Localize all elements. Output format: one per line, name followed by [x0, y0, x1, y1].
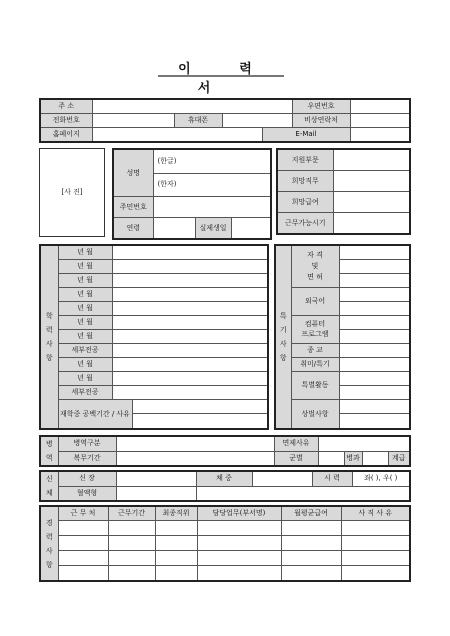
vision-label: 시 력 — [312, 471, 352, 486]
height-field[interactable] — [116, 471, 196, 486]
edu-year-month: 년 월 — [58, 316, 112, 330]
resident-no-label: 주민번호 — [113, 197, 153, 218]
military-branch-label: 군별 — [274, 451, 318, 466]
edu-major-field[interactable] — [112, 386, 268, 400]
edu-year-month: 년 월 — [58, 274, 112, 288]
edu-entry[interactable] — [112, 260, 268, 274]
desired-salary-label: 희망급여 — [277, 192, 333, 213]
emergency-field[interactable] — [350, 114, 410, 128]
military-type-field[interactable] — [116, 436, 274, 451]
name-label: 성명 — [113, 149, 153, 197]
edu-entry[interactable] — [112, 245, 268, 260]
career-table — [39, 505, 411, 582]
edu-entry[interactable] — [112, 316, 268, 330]
name-hanja-field[interactable]: (한자) — [153, 173, 271, 197]
career-cell[interactable] — [58, 521, 108, 536]
education-table — [39, 244, 269, 430]
computer-field[interactable] — [339, 316, 410, 330]
career-cell[interactable] — [155, 521, 197, 536]
career-cell[interactable] — [281, 521, 341, 536]
edu-year-month: 년 월 — [58, 358, 112, 372]
body-table — [39, 470, 411, 502]
special-header: 특 기 사 항 — [275, 245, 291, 429]
career-cell[interactable] — [58, 566, 108, 582]
contact-table — [39, 98, 411, 143]
edu-entry[interactable] — [112, 330, 268, 344]
age-field[interactable] — [153, 218, 195, 240]
postal-code-label: 우편번호 — [292, 99, 350, 114]
military-table — [39, 435, 411, 467]
age-label: 연령 — [113, 218, 153, 240]
edu-major-label: 세부전공 — [58, 386, 112, 400]
weight-label: 체 중 — [196, 471, 252, 486]
activity-field[interactable] — [339, 386, 410, 400]
edu-major-field[interactable] — [112, 344, 268, 358]
edu-year-month: 년 월 — [58, 302, 112, 316]
name-korean-field[interactable]: (한글) — [153, 149, 271, 173]
career-cell[interactable] — [58, 536, 108, 551]
career-cell[interactable] — [281, 536, 341, 551]
edu-entry[interactable] — [112, 372, 268, 386]
career-cell[interactable] — [58, 551, 108, 566]
apply-dept-field[interactable] — [333, 149, 410, 171]
mobile-field[interactable] — [222, 114, 292, 128]
desired-job-field[interactable] — [333, 171, 410, 192]
military-rank-field[interactable] — [362, 451, 388, 466]
career-cell[interactable] — [281, 551, 341, 566]
apply-dept-label: 지원부문 — [277, 149, 333, 171]
special-table — [274, 244, 411, 430]
edu-year-month: 년 월 — [58, 372, 112, 386]
career-cell[interactable] — [108, 566, 155, 582]
career-col-salary: 월평균급여 — [281, 506, 341, 521]
address-field[interactable] — [92, 99, 292, 114]
career-cell[interactable] — [197, 521, 281, 536]
military-exempt-label: 면제사유 — [274, 436, 318, 451]
career-col-period: 근무기간 — [108, 506, 155, 521]
profile-table — [112, 148, 272, 240]
career-row — [40, 551, 410, 566]
blood-label: 혈액형 — [58, 486, 116, 501]
license-field[interactable] — [339, 260, 410, 274]
height-label: 신 장 — [58, 471, 116, 486]
career-cell[interactable] — [197, 566, 281, 582]
language-field[interactable] — [339, 302, 410, 316]
license-label: 자 격 및 면 허 — [291, 245, 339, 288]
email-label: E-Mail — [262, 128, 350, 143]
career-cell[interactable] — [108, 536, 155, 551]
postal-code-field[interactable] — [350, 99, 410, 114]
start-date-label: 근무가능시기 — [277, 213, 333, 235]
desired-job-label: 희망직무 — [277, 171, 333, 192]
homepage-label: 홈페이지 — [40, 128, 92, 143]
career-row — [40, 521, 410, 536]
title-underline — [158, 75, 284, 77]
activity-label: 특별활동 — [291, 372, 339, 400]
phone-field[interactable] — [92, 114, 174, 128]
phone-label: 전화번호 — [40, 114, 92, 128]
edu-gap-field[interactable] — [132, 414, 268, 429]
photo-placeholder[interactable]: [사 진] — [61, 188, 83, 196]
edu-year-month: 년 월 — [58, 330, 112, 344]
career-cell[interactable] — [155, 551, 197, 566]
hobby-field[interactable] — [339, 358, 410, 372]
email-field[interactable] — [350, 128, 410, 143]
career-cell[interactable] — [108, 521, 155, 536]
edu-entry[interactable] — [112, 302, 268, 316]
edu-year-month: 년 월 — [58, 288, 112, 302]
computer-field[interactable] — [339, 330, 410, 344]
education-header: 학 력 사 항 — [40, 245, 58, 429]
edu-entry[interactable] — [112, 288, 268, 302]
language-label: 외국어 — [291, 288, 339, 316]
career-cell[interactable] — [197, 551, 281, 566]
desired-salary-field[interactable] — [333, 192, 410, 213]
hobby-label: 취미/특기 — [291, 358, 339, 372]
activity-field[interactable] — [339, 372, 410, 386]
start-date-field[interactable] — [333, 213, 410, 235]
career-cell[interactable] — [155, 536, 197, 551]
career-col-duty: 담당업무(부서명) — [197, 506, 281, 521]
homepage-field[interactable] — [92, 128, 262, 143]
career-cell[interactable] — [341, 551, 410, 566]
resident-no-field[interactable] — [153, 197, 271, 218]
edu-gap-field[interactable] — [132, 400, 268, 414]
weight-field[interactable] — [252, 471, 312, 486]
career-cell[interactable] — [108, 551, 155, 566]
career-cell[interactable] — [197, 536, 281, 551]
birthday-label: 실제생일 — [195, 218, 231, 240]
career-col-position: 최종직위 — [155, 506, 197, 521]
career-cell[interactable] — [341, 521, 410, 536]
computer-label: 컴퓨터 프로그램 — [291, 316, 339, 344]
edu-entry[interactable] — [112, 358, 268, 372]
career-cell[interactable] — [281, 566, 341, 582]
career-col-company: 근 무 처 — [58, 506, 108, 521]
military-header: 병 역 — [40, 436, 58, 466]
license-field[interactable] — [339, 245, 410, 260]
award-field[interactable] — [339, 414, 410, 429]
career-row — [40, 536, 410, 551]
military-period-label: 복무기간 — [58, 451, 116, 466]
career-row — [40, 566, 410, 582]
career-header: 경 력 사 항 — [40, 506, 58, 581]
emergency-label: 비상연락처 — [292, 114, 350, 128]
military-exempt-field[interactable] — [318, 436, 410, 451]
military-type-label: 병역구분 — [58, 436, 116, 451]
mobile-label: 휴대폰 — [174, 114, 222, 128]
vision-field[interactable]: 좌( ), 우( ) — [352, 471, 410, 486]
award-field[interactable] — [339, 400, 410, 414]
address-label: 주 소 — [40, 99, 92, 114]
birthday-field[interactable] — [231, 218, 271, 240]
religion-field[interactable] — [339, 344, 410, 358]
body-header: 신 체 — [40, 471, 58, 501]
edu-year-month: 년 월 — [58, 245, 112, 260]
military-branch-field[interactable] — [318, 451, 344, 466]
military-grade-label: 계급 — [388, 451, 410, 466]
license-field[interactable] — [339, 274, 410, 288]
award-label: 상벌사항 — [291, 400, 339, 430]
edu-major-label: 세부전공 — [58, 344, 112, 358]
military-rank-label: 병과 — [344, 451, 362, 466]
career-cell[interactable] — [341, 566, 410, 582]
application-table — [276, 148, 411, 235]
career-cell[interactable] — [341, 536, 410, 551]
edu-year-month: 년 월 — [58, 260, 112, 274]
blood-field[interactable] — [116, 486, 196, 501]
language-field[interactable] — [339, 288, 410, 302]
edu-entry[interactable] — [112, 274, 268, 288]
career-col-reason: 사 직 사 유 — [341, 506, 410, 521]
career-cell[interactable] — [155, 566, 197, 582]
religion-label: 종 교 — [291, 344, 339, 358]
photo-box — [39, 148, 105, 237]
body-blank — [196, 486, 410, 501]
military-period-field[interactable] — [116, 451, 274, 466]
edu-gap-label: 재학중 공백기간 / 사유 — [58, 400, 132, 430]
page-title: 이 력 서 — [178, 62, 274, 96]
